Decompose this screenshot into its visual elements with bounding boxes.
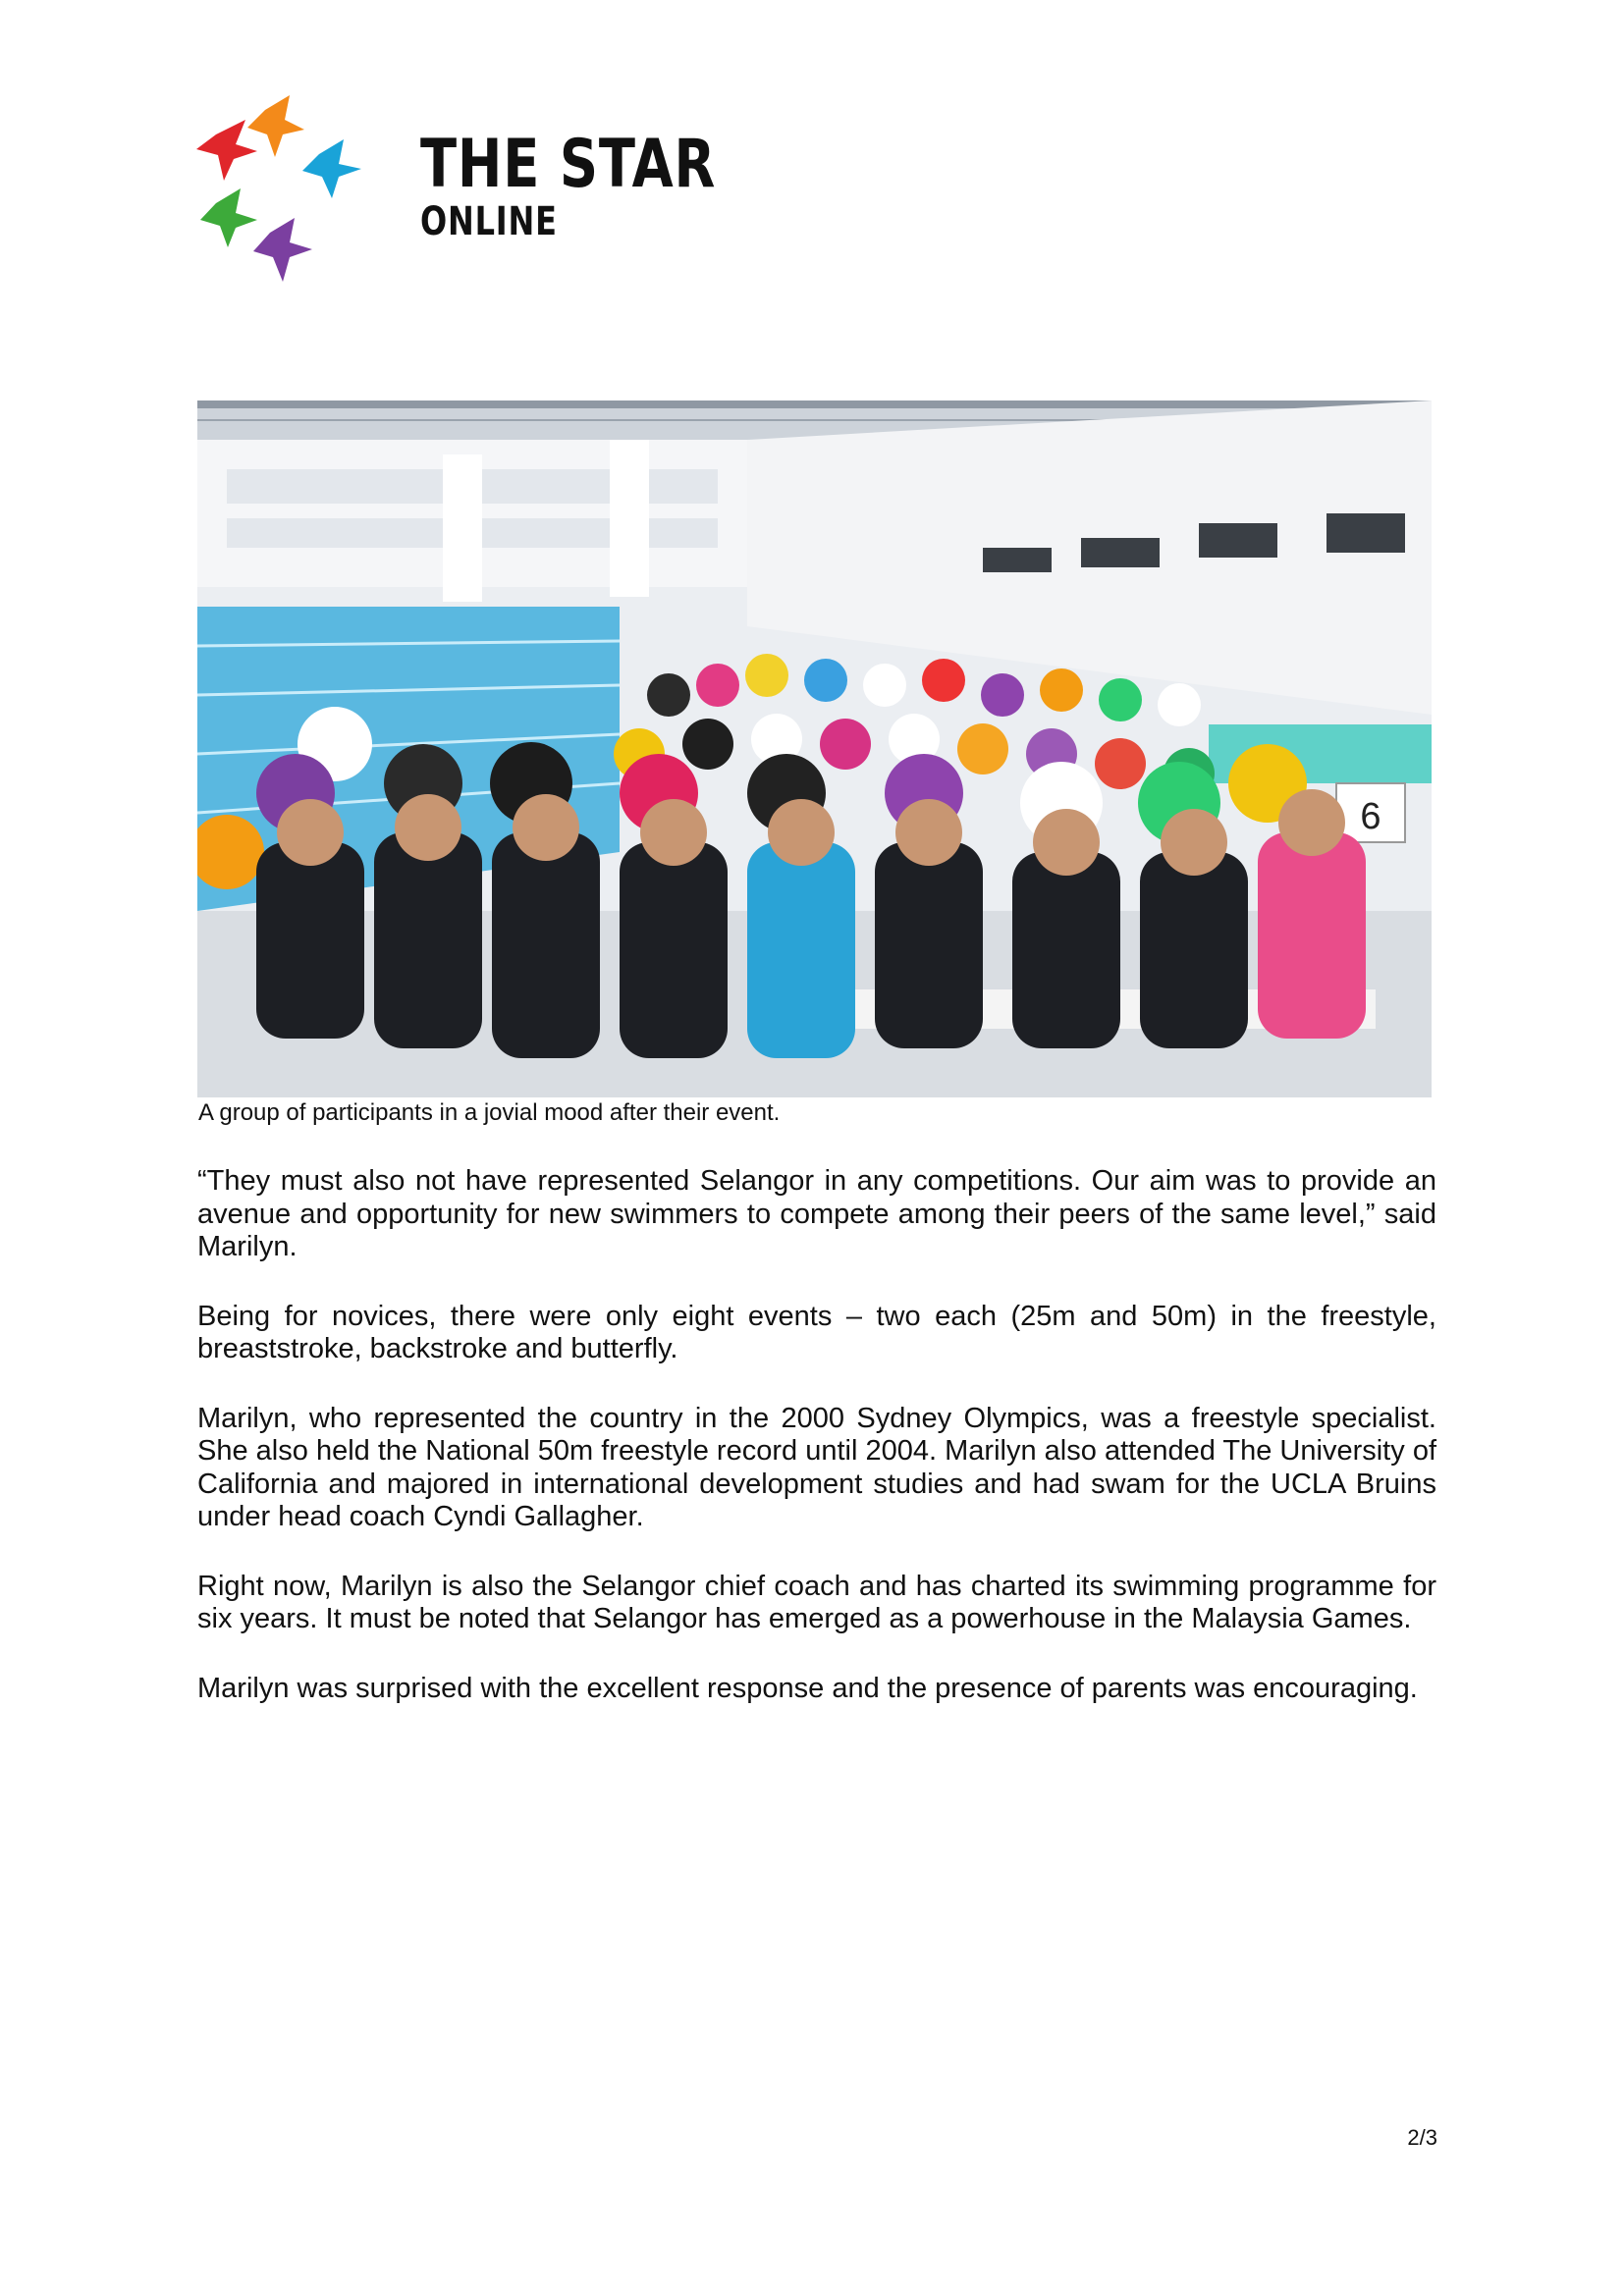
article-photo — [197, 400, 1432, 1097]
logo-subtitle: ONLINE — [420, 199, 558, 244]
logo-wordmark — [420, 126, 790, 244]
the-star-online-logo — [196, 90, 717, 296]
logo-star-icon — [196, 90, 412, 296]
article-paragraph: “They must also not have represented Selangor in any competitions. Our aim was to provide an avenue and opportunity for new swimmers to compete among their peers of the same level,” said Marilyn. — [197, 1165, 1436, 1262]
logo-title: THE STAR — [420, 126, 717, 203]
page-number: 2/3 — [1407, 2125, 1437, 2150]
lane-marker-label: 6 — [1360, 796, 1381, 837]
article-body — [197, 1165, 1436, 1741]
article-paragraph: Being for novices, there were only eight events – two each (25m and 50m) in the freestyle, breaststroke, backstroke and butterfly. — [197, 1300, 1436, 1364]
article-paragraph: Right now, Marilyn is also the Selangor chief coach and has charted its swimming programme for six years. It must be noted that Selangor has emerged as a powerhouse in the Malaysia Games. — [197, 1570, 1436, 1634]
photo-caption: A group of participants in a jovial mood after their event. — [198, 1099, 781, 1126]
article-paragraph: Marilyn, who represented the country in the 2000 Sydney Olympics, was a freestyle specialist. She also held the National 50m freestyle record until 2004. Marilyn also attended The University of California and majored in international development studies and had swam for the UCLA Bruins under head coach Cyndi Gallagher. — [197, 1402, 1436, 1532]
article-paragraph: Marilyn was surprised with the excellent response and the presence of parents was encouraging. — [197, 1672, 1418, 1704]
